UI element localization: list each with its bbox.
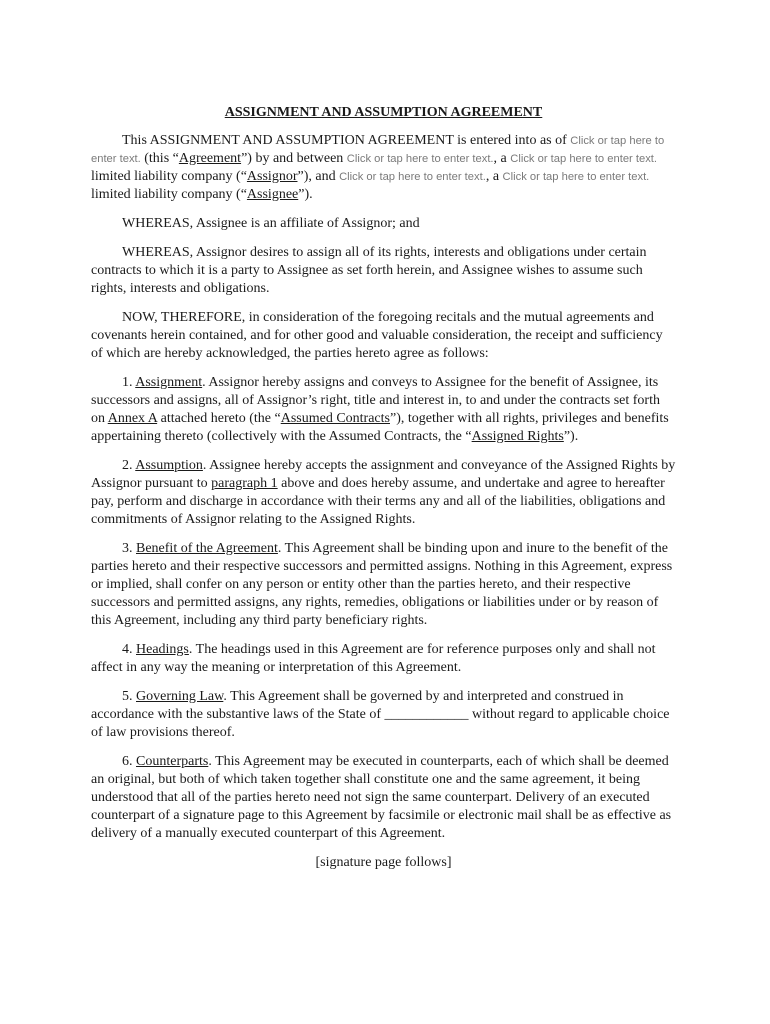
date-placeholder-field[interactable]: Click or tap here to enter text.	[91, 135, 665, 165]
section-number: 1.	[122, 375, 136, 390]
section-heading: Assumption	[135, 458, 203, 473]
section-text: . This Agreement may be executed in counterparts, each of which shall be deemed an original, but both of which taken together shall constitute one and the same agreement, it being understood that all of the parties hereto need not sign the same counterpart. Delivery of an executed counterpart of a signature page to this Agreement by facsimile or electronic mail shall be as effective as delivery of a manually executed counterpart of this Agreement.	[91, 754, 672, 841]
section-text: . Assignor hereby assigns and conveys to Assignee for the benefit of Assignee, its successors and assigns, all of Assignor’s right, title and interest in, to and under the contracts set forth on	[91, 375, 660, 426]
section-governing-law	[91, 688, 676, 742]
section-text: ”).	[563, 429, 579, 444]
signature-page-note: [signature page follows]	[315, 855, 452, 870]
section-headings	[91, 641, 676, 677]
intro-text: , a	[485, 169, 503, 184]
section-text: ”), together with all rights, privileges and benefits appertaining thereto (collectively with the Assumed Contracts, the “	[91, 411, 669, 444]
section-heading: Assignment	[135, 375, 203, 390]
assignor-state-placeholder-field[interactable]: Click or tap here to enter text.	[510, 153, 658, 165]
paragraph-reference: paragraph 1	[211, 476, 278, 491]
section-heading: Headings	[136, 642, 189, 657]
section-text: . This Agreement shall be governed by and interpreted and construed in accordance with the substantive laws of the State of ____________ without regard to applicable choice of law provisions thereof.	[91, 689, 670, 740]
intro-text: ”).	[298, 187, 313, 202]
assignee-state-placeholder-field[interactable]: Click or tap here to enter text.	[502, 171, 650, 183]
now-therefore-clause: NOW, THEREFORE, in consideration of the foregoing recitals and the mutual agreements and covenants herein contained, and for other good and valuable consideration, the receipt and sufficiency of which are hereby acknowledged, the parties hereto agree as follows:	[91, 310, 663, 361]
intro-text: This ASSIGNMENT AND ASSUMPTION AGREEMENT is entered into as of	[122, 133, 571, 148]
assignee-name-placeholder-field[interactable]: Click or tap here to enter text.	[339, 171, 486, 183]
intro-paragraph	[91, 132, 676, 204]
intro-text: ”) by and between	[241, 151, 347, 166]
whereas-clause-2: WHEREAS, Assignor desires to assign all of its rights, interests and obligations under certain contracts to which it is a party to Assignee as set forth herein, and Assignee wishes to assume such rights, interests and obligations.	[91, 245, 647, 296]
intro-text: ”), and	[297, 169, 340, 184]
intro-text: limited liability company (“	[91, 187, 247, 202]
section-heading: Governing Law	[136, 689, 224, 704]
section-text: . Assignee hereby accepts the assignment and conveyance of the Assigned Rights by Assignor pursuant to	[91, 458, 676, 491]
section-number: 5.	[122, 689, 136, 704]
section-number: 2.	[122, 458, 136, 473]
section-counterparts	[91, 753, 676, 843]
section-number: 6.	[122, 754, 136, 769]
section-heading: Counterparts	[136, 754, 209, 769]
section-assignment	[91, 374, 676, 446]
section-benefit	[91, 540, 676, 630]
section-number: 4.	[122, 642, 136, 657]
defined-term-agreement: Agreement	[178, 151, 242, 166]
document-title: ASSIGNMENT AND ASSUMPTION AGREEMENT	[224, 105, 543, 120]
defined-term-assumed-contracts: Assumed Contracts	[280, 411, 390, 426]
intro-text: limited liability company (“	[91, 169, 247, 184]
section-heading: Benefit of the Agreement	[136, 541, 278, 556]
defined-term-assignee: Assignee	[246, 187, 299, 202]
section-text: . The headings used in this Agreement are for reference purposes only and shall not affect in any way the meaning or interpretation of this Agreement.	[91, 642, 656, 675]
section-text: . This Agreement shall be binding upon and inure to the benefit of the parties hereto and their respective successors and permitted assigns. Nothing in this Agreement, express or implied, shall confer on any person or entity other than the parties hereto, and their respective successors and permitted assigns, any rights, remedies, obligations or liabilities under or by reason of this Agreement, including any third party beneficiary rights.	[91, 541, 673, 628]
section-assumption	[91, 457, 676, 529]
annex-a-reference: Annex A	[107, 411, 158, 426]
assignor-name-placeholder-field[interactable]: Click or tap here to enter text.	[346, 153, 494, 165]
section-text: attached hereto (the “	[157, 411, 281, 426]
defined-term-assigned-rights: Assigned Rights	[471, 429, 564, 444]
whereas-clause-1: WHEREAS, Assignee is an affiliate of Assignor; and	[122, 216, 420, 231]
section-number: 3.	[122, 541, 136, 556]
intro-text: (this “	[140, 151, 179, 166]
section-text: above and does hereby assume, and undertake and agree to hereafter pay, perform and discharge in accordance with their terms any and all of the liabilities, obligations and commitments of Assignor relating to the Assigned Rights.	[91, 476, 666, 527]
intro-text: , a	[493, 151, 511, 166]
defined-term-assignor: Assignor	[246, 169, 298, 184]
